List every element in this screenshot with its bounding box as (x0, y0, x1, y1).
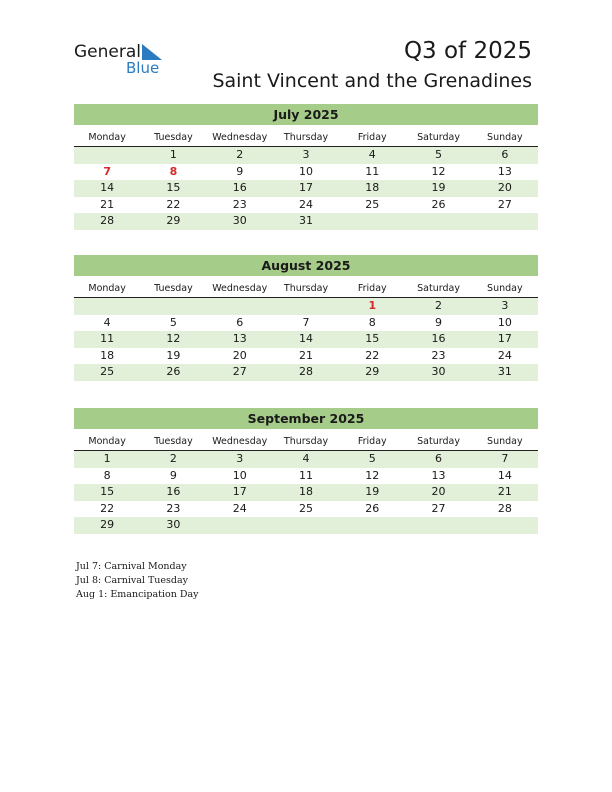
day-cell: 4 (302, 452, 310, 465)
day-cell: 10 (298, 164, 313, 178)
day-cell: 31 (298, 214, 313, 227)
day-cell: 7 (302, 315, 310, 329)
day-cell: 12 (431, 164, 446, 178)
day-cell: 17 (232, 485, 247, 498)
holiday-note: Jul 8: Carnival Tuesday (76, 575, 189, 586)
day-cell: 27 (497, 197, 512, 211)
day-cell: 28 (100, 214, 115, 227)
generalblue-logo (74, 42, 174, 78)
day-cell: 21 (100, 197, 115, 211)
day-cell: 16 (166, 485, 181, 498)
day-cell: 24 (497, 348, 512, 362)
month-calendar (74, 255, 538, 381)
day-cell (74, 298, 140, 315)
day-cell: 27 (232, 365, 247, 378)
day-cell: 14 (497, 468, 512, 482)
week-row (74, 501, 538, 518)
weekday-label: Thursday (283, 436, 329, 447)
day-cell: 15 (365, 332, 380, 345)
day-cell: 26 (365, 501, 380, 515)
weekday-label: Tuesday (154, 132, 193, 143)
day-cell: 18 (298, 485, 313, 498)
week-row (74, 348, 538, 365)
day-cell (472, 517, 538, 534)
day-cell: 7 (501, 452, 509, 465)
day-cell: 15 (100, 485, 115, 498)
day-cell: 30 (232, 214, 247, 227)
weekday-label: Thursday (283, 283, 329, 294)
day-cell: 18 (100, 348, 115, 362)
day-cell (273, 298, 339, 315)
day-cell: 14 (100, 181, 115, 194)
day-cell: 30 (166, 518, 181, 531)
weekday-label: Thursday (283, 132, 329, 143)
day-cell: 1 (103, 452, 111, 465)
day-cell: 29 (100, 518, 115, 531)
day-cell: 25 (298, 501, 313, 515)
weekday-label: Friday (357, 132, 387, 143)
weekday-label: Wednesday (212, 283, 268, 294)
day-cell: 20 (232, 348, 247, 362)
day-cell (472, 213, 538, 230)
weekday-label: Wednesday (212, 132, 268, 143)
weekday-label: Saturday (417, 436, 460, 447)
day-cell: 28 (497, 501, 512, 515)
day-cell: 1 (169, 148, 177, 161)
day-cell: 19 (431, 181, 446, 194)
day-cell: 6 (236, 315, 244, 329)
page-subtitle: Saint Vincent and the Grenadines (212, 70, 532, 92)
day-cell: 15 (166, 181, 181, 194)
holiday-day-cell: 1 (368, 299, 377, 312)
day-cell: 19 (166, 348, 181, 362)
weekday-label: Friday (357, 436, 387, 447)
weekday-header-row (74, 433, 538, 451)
week-row (74, 517, 538, 534)
day-cell: 22 (365, 348, 380, 362)
weekday-header-row (74, 129, 538, 147)
weekday-label: Sunday (487, 132, 523, 143)
weekday-label: Sunday (487, 283, 523, 294)
day-cell: 28 (298, 365, 313, 378)
day-cell: 26 (431, 197, 446, 211)
day-cell: 25 (365, 197, 380, 211)
day-cell (207, 517, 273, 534)
day-cell: 2 (236, 148, 244, 161)
month-title: September 2025 (74, 408, 538, 429)
holiday-note: Jul 7: Carnival Monday (76, 561, 187, 572)
day-cell: 26 (166, 365, 181, 378)
day-cell (405, 213, 471, 230)
day-cell: 25 (100, 365, 115, 378)
page-title: Q3 of 2025 (403, 38, 532, 64)
day-cell: 5 (368, 452, 376, 465)
day-cell: 29 (166, 214, 181, 227)
day-cell: 21 (497, 485, 512, 498)
week-row (74, 315, 538, 332)
day-cell: 11 (100, 332, 115, 345)
day-cell: 9 (169, 468, 177, 482)
holiday-day-cell: 8 (169, 164, 178, 178)
day-cell: 16 (431, 332, 446, 345)
weekday-label: Friday (357, 283, 387, 294)
week-row (74, 364, 538, 381)
day-cell: 3 (501, 299, 509, 312)
day-cell: 11 (298, 468, 313, 482)
week-row (74, 451, 538, 468)
day-cell (207, 298, 273, 315)
day-cell: 4 (103, 315, 111, 329)
week-row (74, 484, 538, 501)
day-cell: 5 (169, 315, 177, 329)
weekday-label: Tuesday (154, 283, 193, 294)
week-row (74, 180, 538, 197)
logo-general-text: General (74, 42, 141, 62)
day-cell: 18 (365, 181, 380, 194)
weekday-label: Saturday (417, 283, 460, 294)
day-cell: 27 (431, 501, 446, 515)
day-cell: 4 (368, 148, 376, 161)
day-cell (140, 298, 206, 315)
holiday-day-cell: 7 (103, 164, 111, 178)
day-cell: 23 (431, 348, 446, 362)
day-cell: 20 (497, 181, 512, 194)
day-cell: 2 (169, 452, 177, 465)
day-cell: 8 (368, 315, 376, 329)
day-cell: 24 (232, 501, 247, 515)
holiday-notes (76, 560, 199, 602)
day-cell: 10 (497, 315, 512, 329)
weekday-header-row (74, 280, 538, 298)
week-row (74, 298, 538, 315)
day-cell: 13 (232, 332, 247, 345)
logo-blue-text: Blue (126, 59, 160, 77)
day-cell: 12 (365, 468, 380, 482)
day-cell: 22 (100, 501, 115, 515)
weekday-label: Wednesday (212, 436, 268, 447)
day-cell: 20 (431, 485, 446, 498)
week-row (74, 164, 538, 181)
day-cell: 9 (236, 164, 244, 178)
day-cell: 6 (435, 452, 443, 465)
day-cell: 22 (166, 197, 181, 211)
week-row (74, 331, 538, 348)
day-cell: 14 (298, 332, 313, 345)
day-cell: 21 (298, 348, 313, 362)
week-row (74, 197, 538, 214)
day-cell (339, 517, 405, 534)
month-title: July 2025 (74, 104, 538, 125)
week-row (74, 213, 538, 230)
month-title: August 2025 (74, 255, 538, 276)
day-cell: 11 (365, 164, 380, 178)
day-cell: 8 (103, 468, 111, 482)
day-cell: 30 (431, 365, 446, 378)
day-cell: 6 (501, 148, 509, 161)
week-row (74, 468, 538, 485)
day-cell (273, 517, 339, 534)
weekday-label: Monday (88, 132, 126, 143)
weekday-label: Monday (88, 436, 126, 447)
day-cell: 19 (365, 485, 380, 498)
day-cell: 2 (435, 299, 443, 312)
day-cell: 3 (302, 148, 310, 161)
day-cell (339, 213, 405, 230)
week-row (74, 147, 538, 164)
day-cell (405, 517, 471, 534)
day-cell: 17 (298, 181, 313, 194)
holiday-note: Aug 1: Emancipation Day (76, 589, 199, 600)
logo-triangle-icon (142, 44, 162, 60)
day-cell: 13 (497, 164, 512, 178)
day-cell: 23 (232, 197, 247, 211)
day-cell: 17 (497, 332, 512, 345)
day-cell: 5 (435, 148, 443, 161)
weekday-label: Monday (88, 283, 126, 294)
weekday-label: Saturday (417, 132, 460, 143)
weekday-label: Tuesday (154, 436, 193, 447)
day-cell: 3 (236, 452, 244, 465)
day-cell: 12 (166, 332, 181, 345)
day-cell: 16 (232, 181, 247, 194)
month-calendar (74, 104, 538, 230)
weekday-label: Sunday (487, 436, 523, 447)
day-cell: 23 (166, 501, 181, 515)
day-cell: 13 (431, 468, 446, 482)
month-calendar (74, 408, 538, 534)
day-cell: 31 (497, 365, 512, 378)
day-cell: 10 (232, 468, 247, 482)
day-cell: 24 (298, 197, 313, 211)
day-cell: 29 (365, 365, 380, 378)
day-cell (74, 147, 140, 164)
day-cell: 9 (435, 315, 443, 329)
